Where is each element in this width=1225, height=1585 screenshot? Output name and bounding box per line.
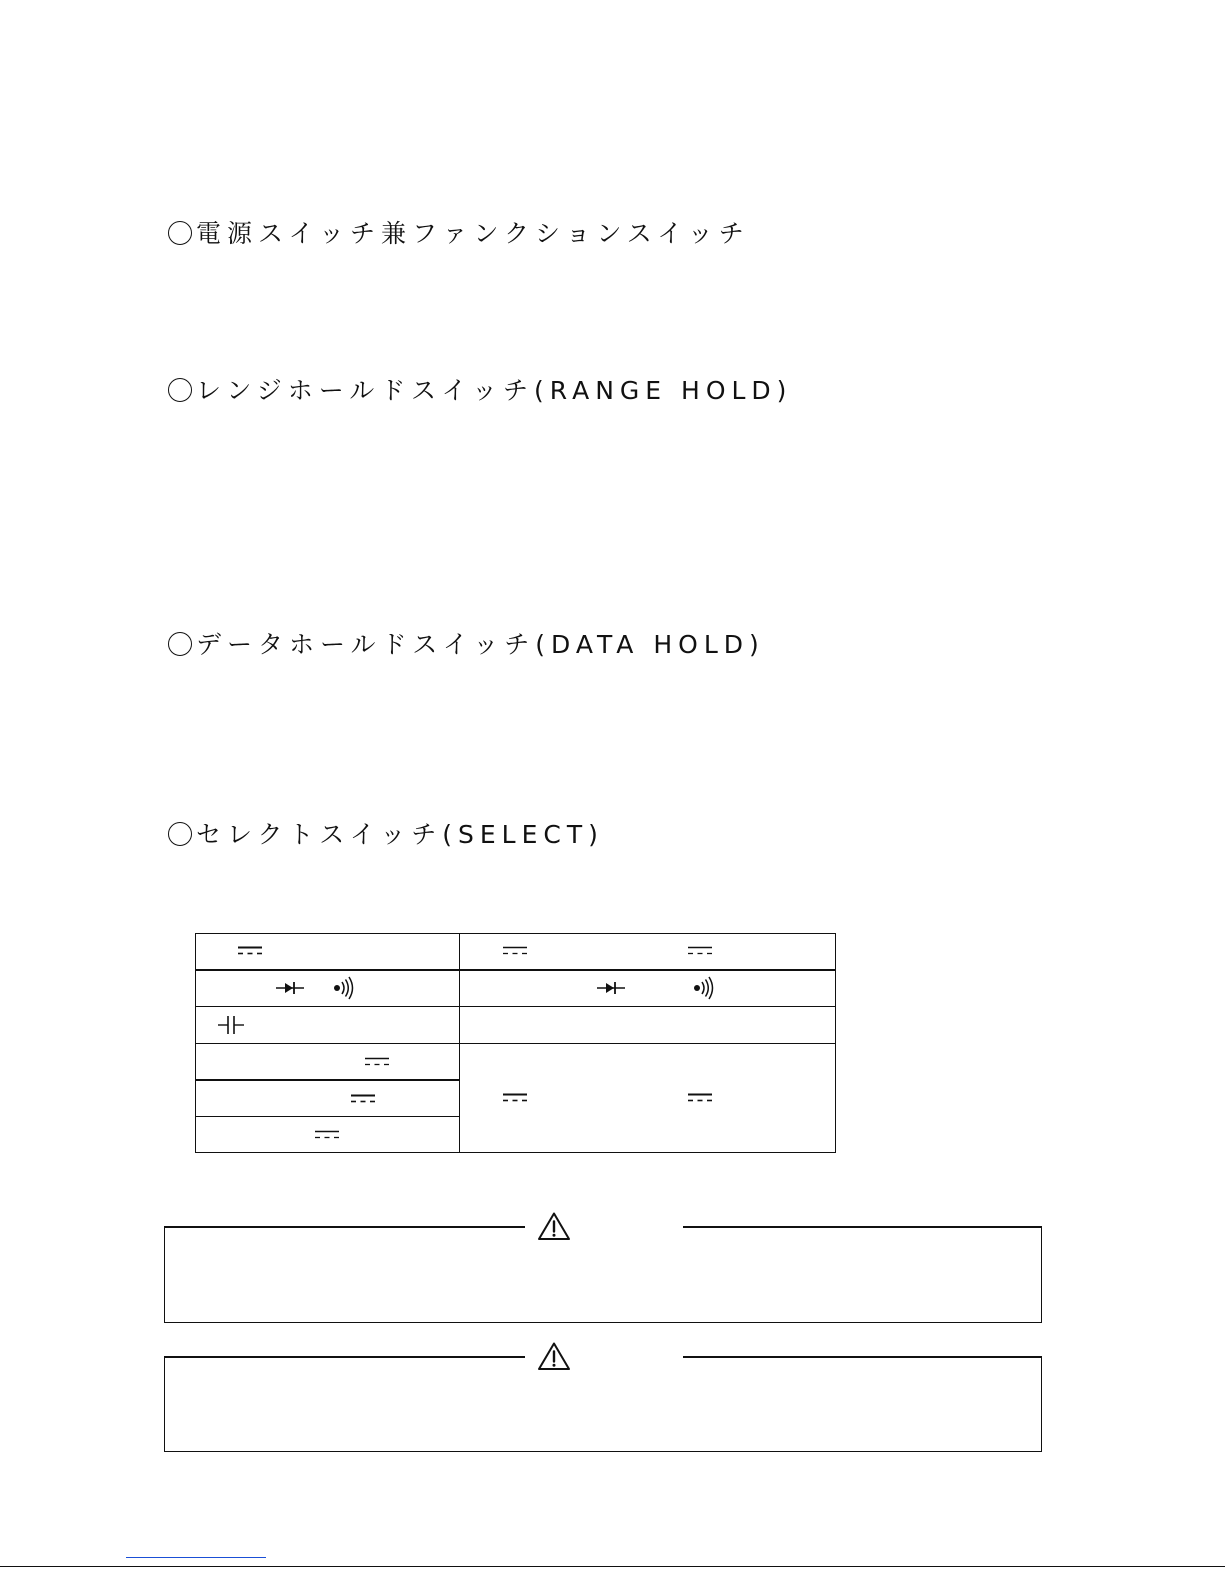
diode-icon (597, 980, 625, 996)
dc-symbol-icon (315, 1130, 339, 1139)
table-cell (460, 1007, 836, 1044)
bullet-circle-icon (168, 632, 192, 656)
section-title: データホールドスイッチ(DATA HOLD) (196, 630, 765, 659)
table-cell (196, 1044, 460, 1081)
warning-box (164, 1356, 1042, 1452)
continuity-buzzer-icon (693, 975, 715, 1001)
table-cell (196, 1007, 460, 1044)
diode-icon (276, 980, 304, 996)
warning-triangle-icon (537, 1211, 571, 1241)
table-cell (196, 1080, 460, 1117)
section-title: セレクトスイッチ(SELECT) (196, 820, 604, 849)
footer-link-underline (126, 1557, 266, 1558)
warning-box (164, 1226, 1042, 1323)
dc-symbol-icon (503, 1093, 527, 1102)
table-cell (196, 934, 460, 971)
section-title: 電源スイッチ兼ファンクションスイッチ (196, 219, 750, 248)
table-cell (460, 934, 836, 971)
section-heading-data-hold (168, 630, 765, 660)
table-row (196, 934, 836, 971)
table-row (196, 1044, 836, 1081)
dc-symbol-icon (351, 1094, 375, 1103)
warning-triangle-icon (537, 1341, 571, 1371)
table-row (196, 970, 836, 1007)
dc-symbol-icon (238, 946, 262, 955)
section-heading-select (168, 820, 604, 850)
table-cell-merged (460, 1044, 836, 1153)
dc-symbol-icon (503, 946, 527, 955)
bullet-circle-icon (168, 221, 192, 245)
table-row (196, 1007, 836, 1044)
table-cell (196, 970, 460, 1007)
dc-symbol-icon (365, 1057, 389, 1066)
dc-symbol-icon (688, 946, 712, 955)
bullet-circle-icon (168, 378, 192, 402)
bullet-circle-icon (168, 822, 192, 846)
section-heading-range-hold (168, 376, 792, 406)
table-cell (460, 970, 836, 1007)
section-title: レンジホールドスイッチ(RANGE HOLD) (196, 376, 793, 405)
capacitor-icon (218, 1015, 244, 1035)
table-cell (196, 1117, 460, 1153)
footer-rule (0, 1566, 1225, 1567)
section-heading-power-function (168, 219, 750, 249)
continuity-buzzer-icon (333, 975, 355, 1001)
dc-symbol-icon (688, 1093, 712, 1102)
select-mode-table (195, 933, 836, 1153)
